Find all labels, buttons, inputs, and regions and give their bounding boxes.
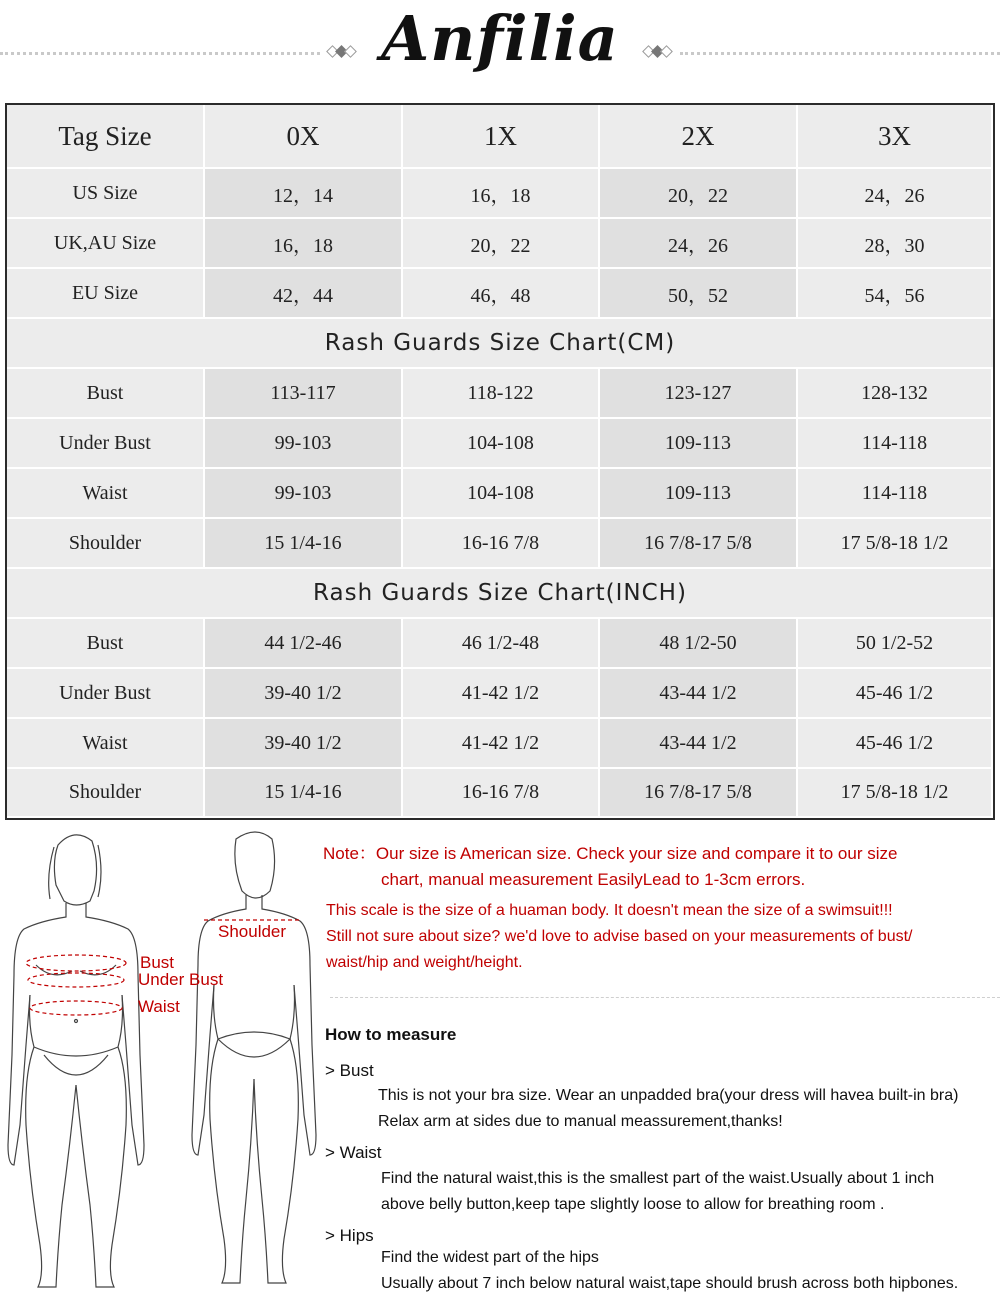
table-cell: 99-103 [205, 469, 403, 519]
table-cell: 15 1/4-16 [205, 769, 403, 818]
table-cell: 16-16 7/8 [403, 769, 600, 818]
hips-instruction-2: Usually about 7 inch below natural waist,tape should brush across both hipbones. [381, 1275, 959, 1292]
bust-instruction-2: Relax arm at sides due to manual meassurement,thanks! [378, 1113, 783, 1130]
measurement-figures [0, 825, 320, 1305]
table-row [7, 219, 993, 269]
note-line-3: This scale is the size of a huaman body. It doesn't mean the size of a swimsuit!!! [326, 902, 893, 919]
table-cell: 42，44 [205, 269, 403, 319]
notes-divider [330, 997, 1000, 998]
table-cell: 28，30 [798, 219, 993, 269]
table-cell: 128-132 [798, 369, 993, 419]
table-row [7, 369, 993, 419]
shoulder-label: Shoulder [218, 922, 287, 941]
header-cell: 1X [403, 105, 600, 169]
note-line-5: waist/hip and weight/height. [326, 954, 523, 971]
cm-section-title: Rash Guards Size Chart(CM) [7, 319, 993, 369]
table-cell: 50 1/2-52 [798, 619, 993, 669]
table-row [7, 469, 993, 519]
table-cell: 46，48 [403, 269, 600, 319]
brand-logo: Anfilia [381, 2, 619, 75]
table-cell: 99-103 [205, 419, 403, 469]
waist-heading: > Waist [325, 1143, 382, 1162]
table-cell: 39-40 1/2 [205, 719, 403, 769]
row-label: Bust [7, 619, 205, 669]
row-label: EU Size [7, 269, 205, 319]
header-cell: 0X [205, 105, 403, 169]
table-cell: 46 1/2-48 [403, 619, 600, 669]
table-row [7, 169, 993, 219]
row-label: Under Bust [7, 669, 205, 719]
how-to-measure-title: How to measure [325, 1025, 457, 1044]
bust-label: Bust [140, 953, 175, 972]
table-cell: 109-113 [600, 419, 798, 469]
note-line-2: chart, manual measurement EasilyLead to 1-3cm errors. [381, 870, 806, 889]
table-row [7, 769, 993, 818]
waist-label: Waist [138, 997, 180, 1016]
table-cell: 20，22 [403, 219, 600, 269]
table-row [7, 719, 993, 769]
row-label: Under Bust [7, 419, 205, 469]
table-cell: 16，18 [205, 219, 403, 269]
table-cell: 45-46 1/2 [798, 669, 993, 719]
table-cell: 16-16 7/8 [403, 519, 600, 569]
table-cell: 12，14 [205, 169, 403, 219]
table-cell: 113-117 [205, 369, 403, 419]
table-cell: 24，26 [600, 219, 798, 269]
table-cell: 17 5/8-18 1/2 [798, 519, 993, 569]
table-cell: 118-122 [403, 369, 600, 419]
front-body-figure [0, 825, 320, 1305]
table-cell: 123-127 [600, 369, 798, 419]
table-cell: 104-108 [403, 419, 600, 469]
row-label: US Size [7, 169, 205, 219]
bust-instruction-1: This is not your bra size. Wear an unpadded bra(your dress will havea built-in bra) [378, 1087, 959, 1104]
table-cell: 109-113 [600, 469, 798, 519]
table-row [7, 419, 993, 469]
row-label: Shoulder [7, 769, 205, 818]
table-cell: 41-42 1/2 [403, 669, 600, 719]
header [0, 0, 1000, 100]
waist-instruction-1: Find the natural waist,this is the smallest part of the waist.Usually about 1 inch [381, 1170, 935, 1187]
row-label: Bust [7, 369, 205, 419]
table-row [7, 519, 993, 569]
table-cell: 17 5/8-18 1/2 [798, 769, 993, 818]
table-cell: 44 1/2-46 [205, 619, 403, 669]
table-cell: 114-118 [798, 469, 993, 519]
header-cell: 2X [600, 105, 798, 169]
table-cell: 43-44 1/2 [600, 719, 798, 769]
row-label: Waist [7, 469, 205, 519]
header-cell: Tag Size [7, 105, 205, 169]
bust-heading: > Bust [325, 1061, 374, 1080]
table-cell: 43-44 1/2 [600, 669, 798, 719]
table-cell: 15 1/4-16 [205, 519, 403, 569]
header-cell: 3X [798, 105, 993, 169]
table-cell: 20，22 [600, 169, 798, 219]
row-label: UK,AU Size [7, 219, 205, 269]
right-decorative-line [680, 52, 1000, 55]
right-diamond-ornament [642, 44, 672, 60]
table-row [7, 619, 993, 669]
table-cell: 39-40 1/2 [205, 669, 403, 719]
hips-heading: > Hips [325, 1226, 374, 1245]
waist-instruction-2: above belly button,keep tape slightly loose to allow for breathing room . [381, 1196, 885, 1213]
table-row [7, 669, 993, 719]
table-cell: 24，26 [798, 169, 993, 219]
table-cell: 16 7/8-17 5/8 [600, 769, 798, 818]
row-label: Shoulder [7, 519, 205, 569]
table-cell: 16 7/8-17 5/8 [600, 519, 798, 569]
table-cell: 54，56 [798, 269, 993, 319]
table-cell: 104-108 [403, 469, 600, 519]
size-chart-table [5, 103, 995, 820]
under-bust-label: Under Bust [138, 970, 224, 989]
row-label: Waist [7, 719, 205, 769]
note-line-1: Note：Our size is American size. Check your size and compare it to our size [323, 844, 898, 863]
note-line-4: Still not sure about size? we'd love to advise based on your measurements of bust/ [326, 928, 913, 945]
table-cell: 48 1/2-50 [600, 619, 798, 669]
table-cell: 16，18 [403, 169, 600, 219]
table-cell: 50，52 [600, 269, 798, 319]
table-header-row [7, 105, 993, 169]
inch-section-title: Rash Guards Size Chart(INCH) [7, 569, 993, 619]
table-cell: 45-46 1/2 [798, 719, 993, 769]
table-row [7, 269, 993, 319]
hips-instruction-1: Find the widest part of the hips [381, 1249, 599, 1266]
table-cell: 41-42 1/2 [403, 719, 600, 769]
table-cell: 114-118 [798, 419, 993, 469]
